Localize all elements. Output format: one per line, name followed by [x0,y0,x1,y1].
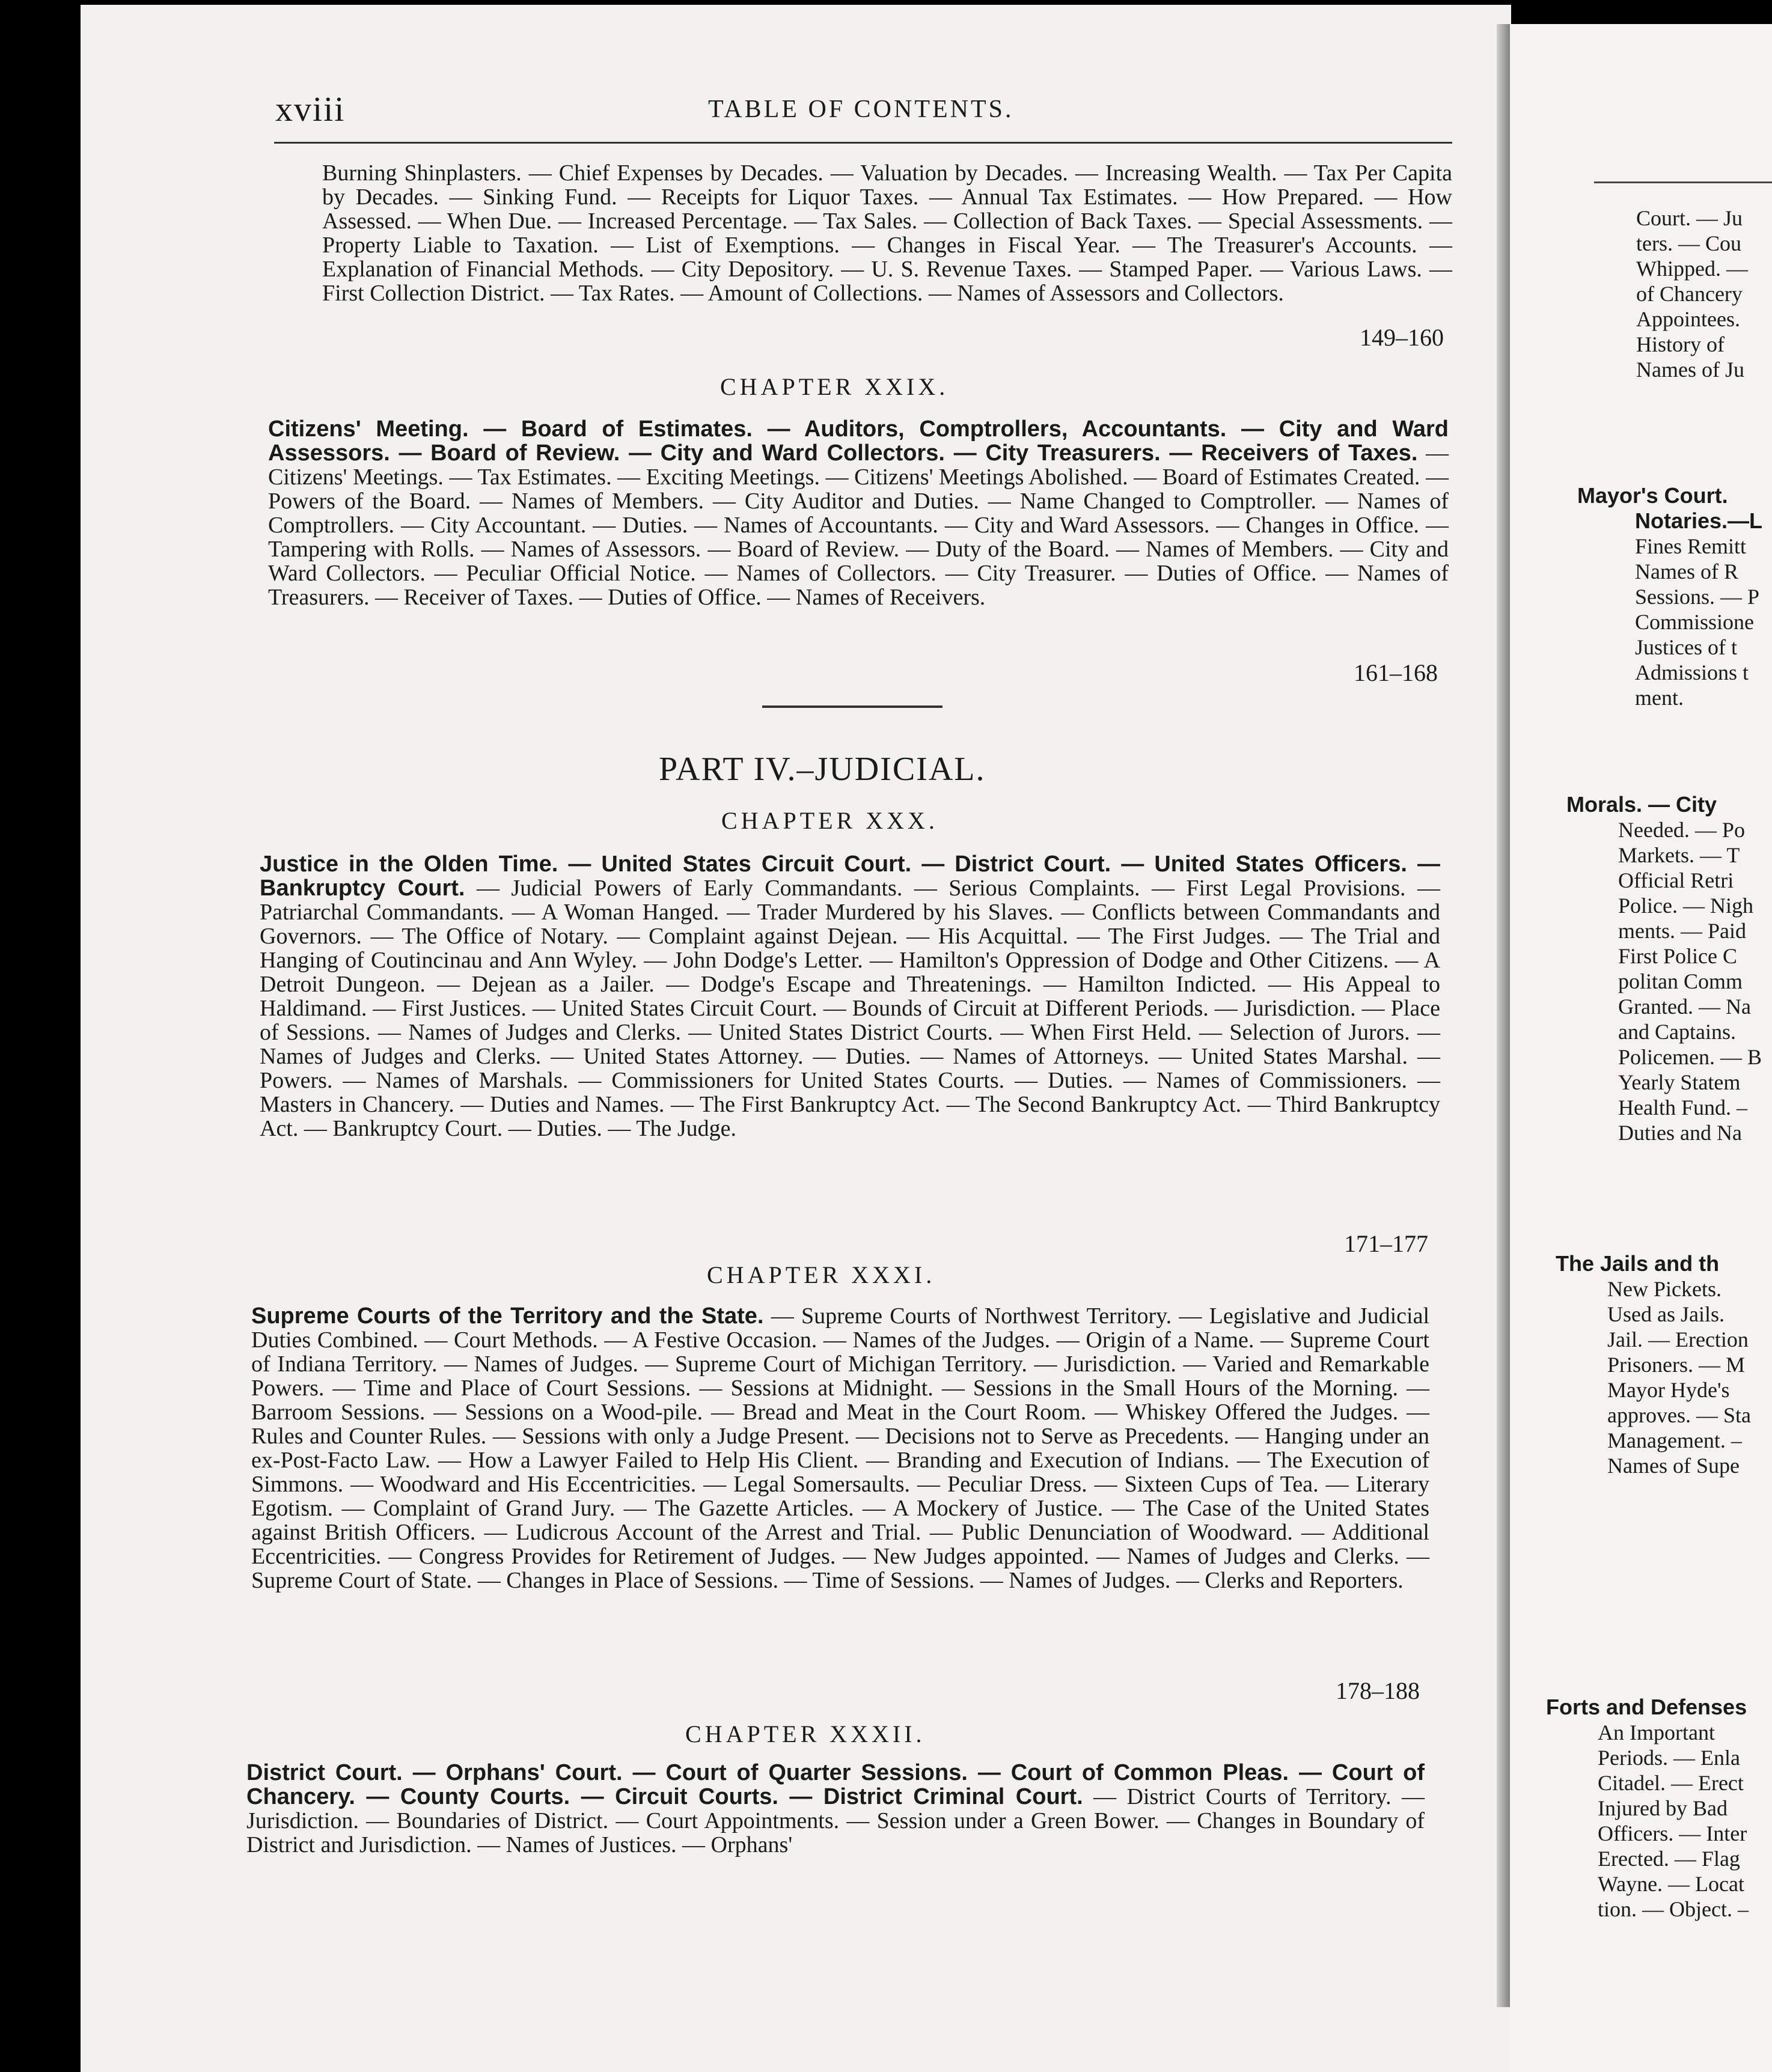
chapter-lead-topics: Supreme Courts of the Territory and the State. [251,1303,764,1329]
right-line: Prisoners. — M [1607,1353,1746,1377]
right-lead: Mayor's Court. [1577,483,1728,508]
right-line: Whipped. — [1636,257,1748,281]
right-line: Appointees. [1636,307,1740,331]
right-line: Policemen. — B [1618,1045,1762,1069]
chapter-topics: — Supreme Courts of Northwest Territory. — Legislative and Judicial Duties Combined. — Court Methods. — A Festive Occasion. — Names of the Judges. — Origin of a Name. — Supreme Court of Indiana Territory. — Names of Judges. — Supreme Court of Michigan Territory. — Jurisdiction. — Varied and Remarkable Powers. — Time and Place of Court Sessions. — Sessions at Midnight. — Sessions in the Small Hours of the Morning. — Barroom Sessions. — Sessions on a Wood-pile. — Bread and Meat in the Court Room. — Whiskey Offered the Judges. — Rules and Counter Rules. — Sessions with only a Judge Present. — Decisions not to Serve as Precedents. — Hanging under an ex-Post-Facto Law. — How a Lawyer Failed to Help His Client. — Branding and Execution of Indians. — The Execution of Simmons. — Woodward and His Eccentricities. — Legal Somersaults. — Peculiar Dress. — Sixteen Cups of Tea. — Literary Egotism. — Complaint of Grand Jury. — The Gazette Articles. — A Mockery of Justice. — The Case of the United States against British Officers. — Ludicrous Account of the Arrest and Trial. — Public Denunciation of Woodward. — Additional Eccentricities. — Congress Provides for Retirement of Judges. — New Judges appointed. — Names of Judges and Clerks. — Supreme Court of State. — Changes in Place of Sessions. — Time of Sessions. — Names of Judges. — Clerks and Reporters. [251,1303,1430,1593]
right-line: Injured by Bad [1598,1796,1728,1820]
right-line: Names of R [1635,559,1738,584]
right-line: Fines Remitt [1635,534,1747,558]
right-fragment-2 [1577,483,1762,710]
right-line: Wayne. — Locat [1598,1872,1745,1896]
part-divider-rule [762,705,943,708]
right-fragment-1 [1636,206,1748,382]
chapter-heading: CHAPTER XXX. [721,807,938,834]
right-line: Official Retri [1618,868,1734,892]
chapter-pages: 161–168 [1354,659,1438,686]
chapter-lead-topics: District Court. — Orphans' Court. — Court of Quarter Sessions. — Court of Common Pleas. — Court of Chancery. — County Courts. — Circuit Courts. — District Criminal Court. [246,1760,1425,1809]
right-line: New Pickets. [1607,1277,1722,1301]
chapter-topics: — Judicial Powers of Early Commandants. — Serious Complaints. — First Legal Provisions. — Patriarchal Commandants. — A Woman Hanged. — Trader Murdered by his Slaves. — Conflicts between Commandants and Governors. — The Office of Notary. — Complaint against Dejean. — His Acquittal. — The First Judges. — The Trial and Hanging of Coutincinau and Ann Wyley. — John Dodge's Letter. — Hamilton's Oppression of Dodge and Other Citizens. — A Detroit Dungeon. — Dejean as a Jailer. — Dodge's Escape and Threatenings. — Hamilton Indicted. — His Appeal to Haldimand. — First Justices. — United States Circuit Court. — Bounds of Circuit at Different Periods. — Jurisdiction. — Place of Sessions. — Names of Judges and Clerks. — United States District Courts. — When First Held. — Selection of Jurors. — Names of Judges and Clerks. — United States Attorney. — Duties. — Names of Attorneys. — United States Marshal. — Powers. — Names of Marshals. — Commissioners for United States Courts. — Duties. — Names of Commissioners. — Masters in Chancery. — Duties and Names. — The First Bankruptcy Act. — The Second Bankruptcy Act. — Third Bankruptcy Act. — Bankruptcy Court. — Duties. — The Judge. [260,876,1441,1141]
right-line: approves. — Sta [1607,1403,1751,1427]
right-line: ters. — Cou [1636,231,1741,255]
right-line: ment. [1635,686,1684,710]
carryover-pages: 149–160 [1360,324,1444,351]
right-page [1510,24,1772,2072]
chapter-entry [251,1304,1429,1592]
right-fragment-4 [1556,1251,1751,1478]
chapter-lead-topics: Citizens' Meeting. — Board of Estimates. — Auditors, Comptrollers, Accountants. — City and Ward Assessors. — Board of Review. — City and Ward Collectors. — City Treasurers. — Receivers of Taxes. [268,416,1449,466]
right-line: Yearly Statem [1618,1070,1741,1094]
right-line: Court. — Ju [1636,206,1743,230]
right-line: Granted. — Na [1618,995,1751,1019]
chapter-entry [268,417,1449,609]
right-line: Officers. — Inter [1598,1821,1747,1845]
carryover-entry [322,161,1452,305]
right-line: Needed. — Po [1618,818,1745,842]
right-fragment-5 [1546,1695,1749,1922]
right-line: politan Comm [1618,969,1743,993]
right-line: Management. – [1607,1428,1742,1452]
right-line: Markets. — T [1618,843,1740,867]
right-line: tion. — Object. – [1598,1897,1749,1921]
right-fragment-3 [1566,792,1762,1145]
right-lead: Forts and Defenses [1546,1695,1747,1719]
right-lead: Morals. — City [1566,792,1717,817]
right-head-rule [1594,181,1772,183]
chapter-heading: CHAPTER XXIX. [720,373,949,400]
right-line: History of [1636,332,1725,356]
header-rule [274,142,1452,144]
right-line: Names of Ju [1636,358,1744,382]
right-lead: The Jails and th [1556,1251,1720,1276]
right-line: Sessions. — P [1635,585,1760,609]
chapter-topics: — Citizens' Meetings. — Tax Estimates. — Exciting Meetings. — Citizens' Meetings Abolished. — Board of Estimates Created. — Powers of the Board. — Names of Members. — City Auditor and Duties. — Name Changed to Comptroller. — Names of Comptrollers. — City Accountant. — Duties. — Names of Accountants. — City and Ward Assessors. — Changes in Office. — Tampering with Rolls. — Names of Assessors. — Board of Review. — Duty of the Board. — Names of Members. — City and Ward Collectors. — Peculiar Official Notice. — Names of Collectors. — City Treasurer. — Duties of Office. — Names of Treasurers. — Receiver of Taxes. — Duties of Office. — Names of Receivers. [268,440,1449,610]
right-line: Names of Supe [1607,1454,1740,1478]
right-line: Citadel. — Erect [1598,1771,1744,1795]
chapter-lead-topics: Justice in the Olden Time. — United States Circuit Court. — District Court. — United States Officers. — Bankruptcy Court. [260,852,1440,901]
chapter-topics: — District Courts of Territory. — Jurisdiction. — Boundaries of District. — Court Appointments. — Session under a Green Bower. — Changes in Boundary of District and Jurisdiction. — Names of Justices. — Orphans' [246,1784,1425,1857]
right-line: Health Fund. – [1618,1095,1747,1120]
right-line: of Chancery [1636,282,1743,306]
right-line: and Captains. [1618,1020,1736,1044]
right-line: ments. — Paid [1618,919,1746,943]
carryover-text: Burning Shinplasters. — Chief Expenses by Decades. — Valuation by Decades. — Increasing Wealth. — Tax Per Capita by Decades. — Sinking Fund. — Receipts for Liquor Taxes. — Annual Tax Estimates. — How Prepared. — How Assessed. — When Due. — Increased Percentage. — Tax Sales. — Collection of Back Taxes. — Special Assessments. — Property Liable to Taxation. — List of Exemptions. — Changes in Fiscal Year. — The Treasurer's Accounts. — Explanation of Financial Methods. — City Depository. — U. S. Revenue Taxes. — Stamped Paper. — Various Laws. — First Collection District. — Tax Rates. — Amount of Collections. — Names of Assessors and Collectors. [322,160,1452,306]
right-line: Erected. — Flag [1598,1847,1740,1871]
right-line: Duties and Na [1618,1121,1742,1145]
chapter-pages: 171–177 [1344,1230,1428,1257]
right-line: Commissione [1635,610,1755,634]
right-line: Jail. — Erection [1607,1327,1749,1351]
right-line: First Police C [1618,944,1738,968]
right-line: Admissions t [1635,660,1749,684]
chapter-pages: 178–188 [1336,1677,1420,1704]
page-folio: xviii [275,90,346,129]
chapter-entry [260,852,1440,1141]
right-line: Police. — Nigh [1618,894,1753,918]
part-title: PART IV.–JUDICIAL. [659,751,986,788]
running-head: TABLE OF CONTENTS. [708,96,1014,123]
right-line: An Important [1598,1720,1715,1744]
chapter-heading: CHAPTER XXXI. [707,1261,936,1288]
chapter-entry [246,1761,1425,1857]
chapter-heading: CHAPTER XXXII. [685,1720,926,1747]
right-line: Notaries.—L [1635,508,1763,533]
right-line: Justices of t [1635,635,1737,659]
right-line: Used as Jails. [1607,1302,1725,1326]
right-line: Mayor Hyde's [1607,1378,1730,1402]
right-line: Periods. — Enla [1598,1746,1740,1770]
